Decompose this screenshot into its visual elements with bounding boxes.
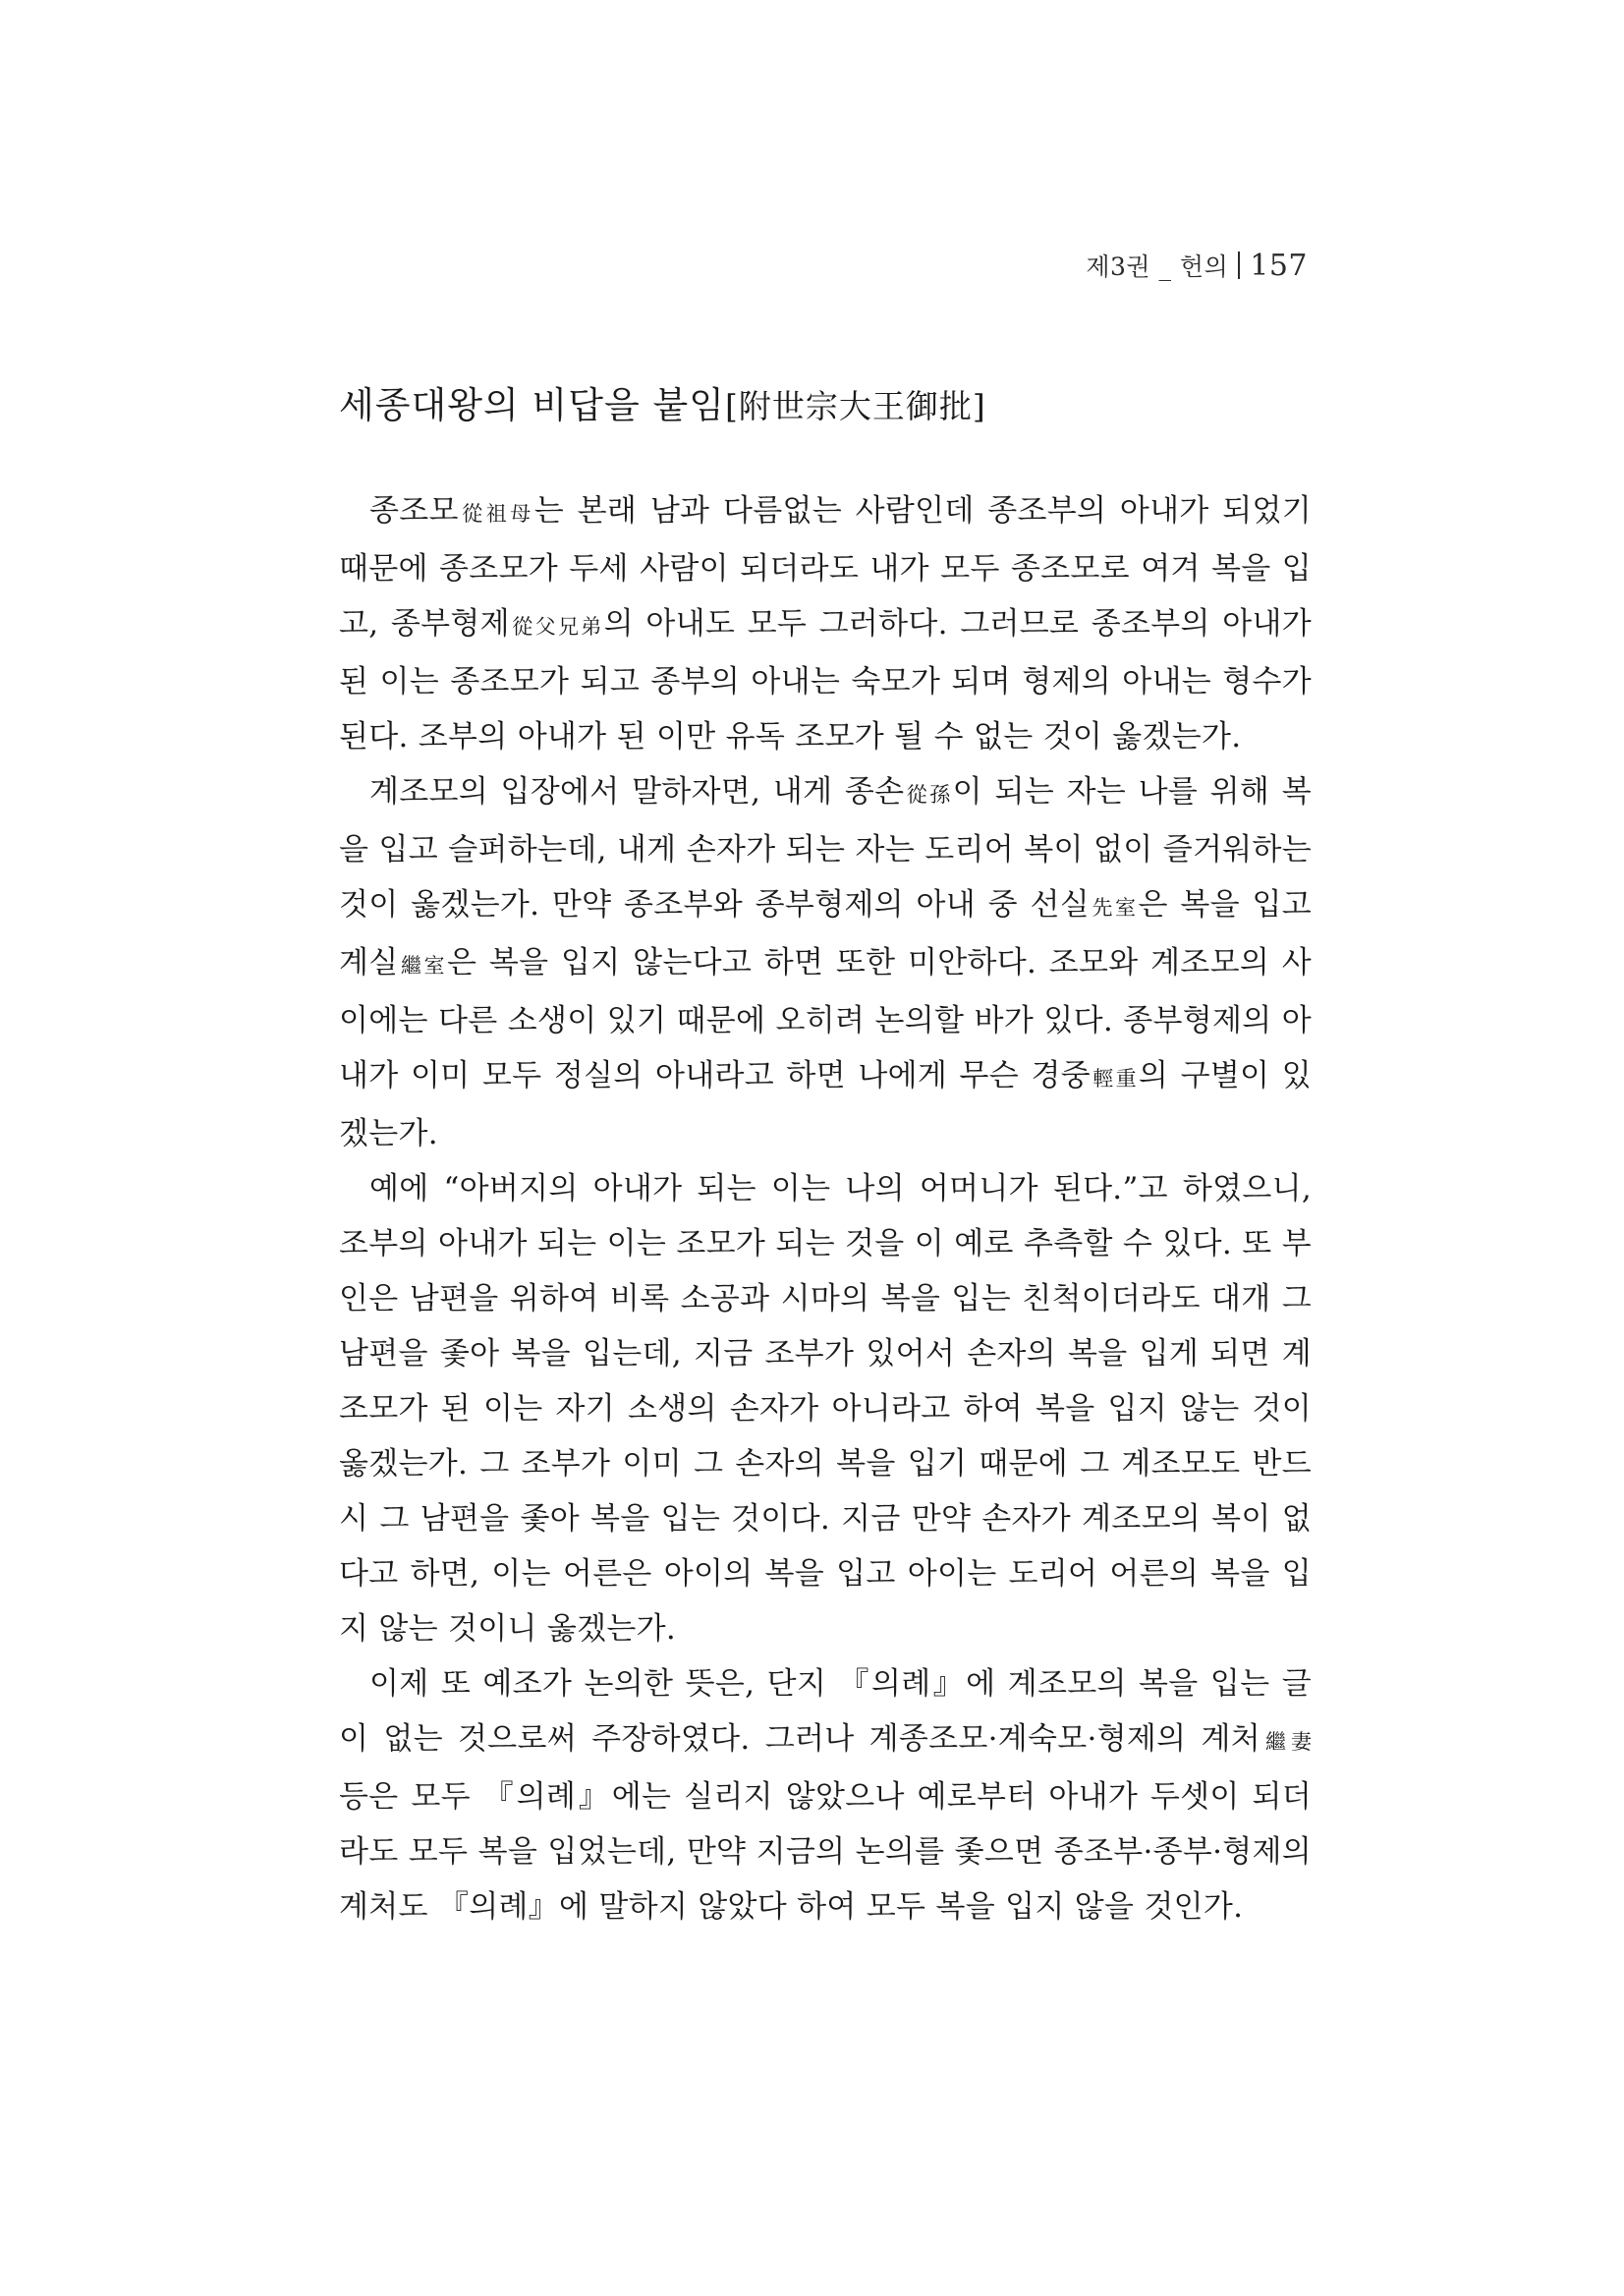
text-run: 종조모 (369, 493, 459, 529)
hanja-gloss: 輕重 (1090, 1067, 1139, 1091)
paragraph-1 (339, 483, 1312, 764)
text-run: 의 구별이 있겠는가. (339, 1058, 1312, 1151)
paragraph-2 (339, 764, 1312, 1161)
hanja-gloss: 繼室 (398, 954, 447, 978)
paragraph-4 (339, 1656, 1312, 1934)
page-number: 157 (1250, 248, 1308, 283)
paragraph-3 (339, 1161, 1312, 1656)
text-run: 은 복을 입지 않는다고 하면 또한 미안하다. 조모와 계조모의 사이에는 다른 소생이 있기 때문에 오히려 논의할 바가 있다. 종부형제의 아내가 이미 모두 정실의 아내라고 하면 나에게 무슨 경중 (339, 945, 1312, 1093)
volume-label: 제3권 _ 헌의 (1086, 252, 1229, 281)
text-run: 의 아내도 모두 그러하다. 그러므로 종조부의 아내가 된 이는 종조모가 되고 종부의 아내는 숙모가 되며 형제의 아내는 형수가 된다. 조부의 아내가 된 이만 유독 조모가 될 수 없는 것이 옳겠는가. (339, 606, 1312, 755)
hanja-gloss: 繼妻 (1260, 1730, 1313, 1754)
hanja-gloss: 從祖母 (458, 502, 534, 526)
text-run: 은 복을 입고 계실 (339, 887, 1312, 980)
section-title-korean: 세종대왕의 비답을 붙임 (339, 384, 725, 426)
hanja-gloss: 先室 (1090, 896, 1139, 920)
text-run: 는 본래 남과 다름없는 사람인데 종조부의 아내가 되었기 때문에 종조모가 두세 사람이 되더라도 내가 모두 종조모로 여겨 복을 입고, 종부형제 (339, 493, 1313, 642)
text-run: 예에 “아버지의 아내가 되는 이는 나의 어머니가 된다.”고 하였으니, 조부의 아내가 되는 이는 조모가 되는 것을 이 예로 추측할 수 있다. 또 부인은 남편을 위하여 비록 소공과 시마의 복을 입는 친척이더라도 대개 그 남편을 좇아 복을 입는데, 지금 조부가 있어서 손자의 복을 입게 되면 계조모가 된 이는 자기 소생의 손자가 아니라고 하여 복을 입지 않는 것이 옳겠는가. 그 조부가 이미 그 손자의 복을 입기 때문에 그 계조모도 반드시 그 남편을 좇아 복을 입는 것이다. 지금 만약 손자가 계조모의 복이 없다고 하면, 이는 어른은 아이의 복을 입고 아이는 도리어 어른의 복을 입지 않는 것이니 옳겠는가. (339, 1171, 1312, 1647)
header-divider (1238, 252, 1240, 279)
section-title (339, 375, 986, 428)
section-title-hanja: [附世宗大王御批] (724, 387, 986, 425)
hanja-gloss: 從孫 (904, 783, 953, 807)
body-text (339, 483, 1312, 1934)
text-run: 계조모의 입장에서 말하자면, 내게 종손 (369, 774, 905, 810)
running-header (1086, 248, 1308, 283)
text-run: 이 되는 자는 나를 위해 복을 입고 슬퍼하는데, 내게 손자가 되는 자는 도리어 복이 없이 즐거워하는 것이 옳겠는가. 만약 종조부와 종부형제의 아내 중 선실 (339, 774, 1312, 923)
text-run: 이제 또 예조가 논의한 뜻은, 단지 『의례』에 계조모의 복을 입는 글이 없는 것으로써 주장하였다. 그러나 계종조모·계숙모·형제의 계처 (339, 1666, 1312, 1757)
text-run: 등은 모두 『의례』에는 실리지 않았으나 예로부터 아내가 두셋이 되더라도 모두 복을 입었는데, 만약 지금의 논의를 좇으면 종조부·종부·형제의 계처도 『의례』에 말하지 않았다 하여 모두 복을 입지 않을 것인가. (339, 1779, 1312, 1925)
hanja-gloss: 從父兄弟 (509, 615, 604, 639)
